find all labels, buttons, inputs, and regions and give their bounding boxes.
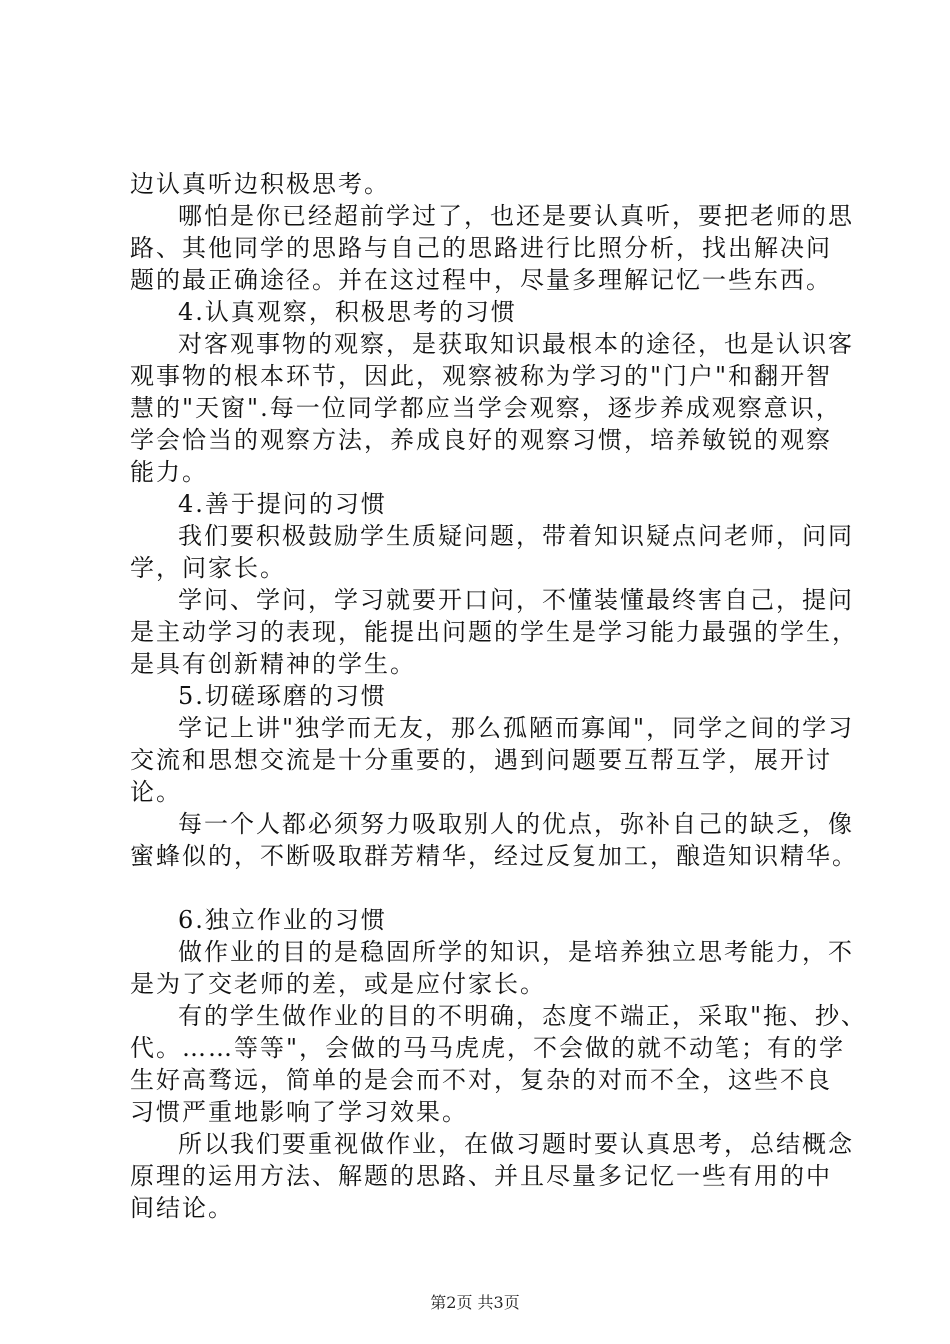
text-line: 4.善于提问的习惯 — [178, 490, 387, 518]
text-line: 原理的运用方法、解题的思路、并且尽量多记忆一些有用的中 — [130, 1162, 832, 1190]
text-line: 哪怕是你已经超前学过了，也还是要认真听，要把老师的思 — [178, 202, 854, 230]
text-line: 5.切磋琢磨的习惯 — [178, 682, 387, 710]
page-footer: 第2页 共3页 — [430, 1293, 520, 1312]
text-line: 是主动学习的表现，能提出问题的学生是学习能力最强的学生， — [130, 618, 858, 646]
text-line: 蜜蜂似的，不断吸取群芳精华，经过反复加工，酿造知识精华。 — [130, 842, 858, 870]
text-line: 有的学生做作业的目的不明确，态度不端正，采取"拖、抄、 — [178, 1002, 868, 1030]
text-line: 4.认真观察，积极思考的习惯 — [178, 298, 517, 326]
text-line: 对客观事物的观察，是获取知识最根本的途径，也是认识客 — [178, 330, 854, 358]
text-line: 每一个人都必须努力吸取别人的优点，弥补自己的缺乏，像 — [178, 810, 854, 838]
text-line: 边认真听边积极思考。 — [130, 170, 390, 198]
text-line: 能力。 — [130, 458, 208, 486]
text-line: 交流和思想交流是十分重要的，遇到问题要互帮互学，展开讨 — [130, 746, 832, 774]
text-line: 观事物的根本环节，因此，观察被称为学习的"门户"和翻开智 — [130, 362, 833, 390]
document-body — [130, 168, 868, 1224]
text-line: 是具有创新精神的学生。 — [130, 650, 416, 678]
text-line: 学问、学问，学习就要开口问，不懂装懂最终害自己，提问 — [178, 586, 854, 614]
text-line: 代。……等等"，会做的马马虎虎，不会做的就不动笔；有的学 — [130, 1034, 846, 1062]
text-line: 学记上讲"独学而无友，那么孤陋而寡闻"，同学之间的学习 — [178, 714, 855, 742]
text-line: 路、其他同学的思路与自己的思路进行比照分析，找出解决问 — [130, 234, 832, 262]
text-line: 学会恰当的观察方法，养成良好的观察习惯，培养敏锐的观察 — [130, 426, 832, 454]
text-line: 慧的"天窗".每一位同学都应当学会观察，逐步养成观察意识， — [130, 394, 842, 422]
text-line: 间结论。 — [130, 1194, 234, 1222]
text-line: 论。 — [130, 778, 182, 806]
text-line: 学，问家长。 — [130, 554, 286, 582]
blank-line — [130, 872, 840, 904]
text-line: 是为了交老师的差，或是应付家长。 — [130, 970, 546, 998]
text-line: 所以我们要重视做作业，在做习题时要认真思考，总结概念 — [178, 1130, 854, 1158]
text-line: 做作业的目的是稳固所学的知识，是培养独立思考能力，不 — [178, 938, 854, 966]
text-line: 我们要积极鼓励学生质疑问题，带着知识疑点问老师，问同 — [178, 522, 854, 550]
text-line: 题的最正确途径。并在这过程中，尽量多理解记忆一些东西。 — [130, 266, 832, 294]
text-line: 生好高骛远，简单的是会而不对，复杂的对而不全，这些不良 — [130, 1066, 832, 1094]
text-line: 6.独立作业的习惯 — [178, 906, 387, 934]
text-line: 习惯严重地影响了学习效果。 — [130, 1098, 468, 1126]
